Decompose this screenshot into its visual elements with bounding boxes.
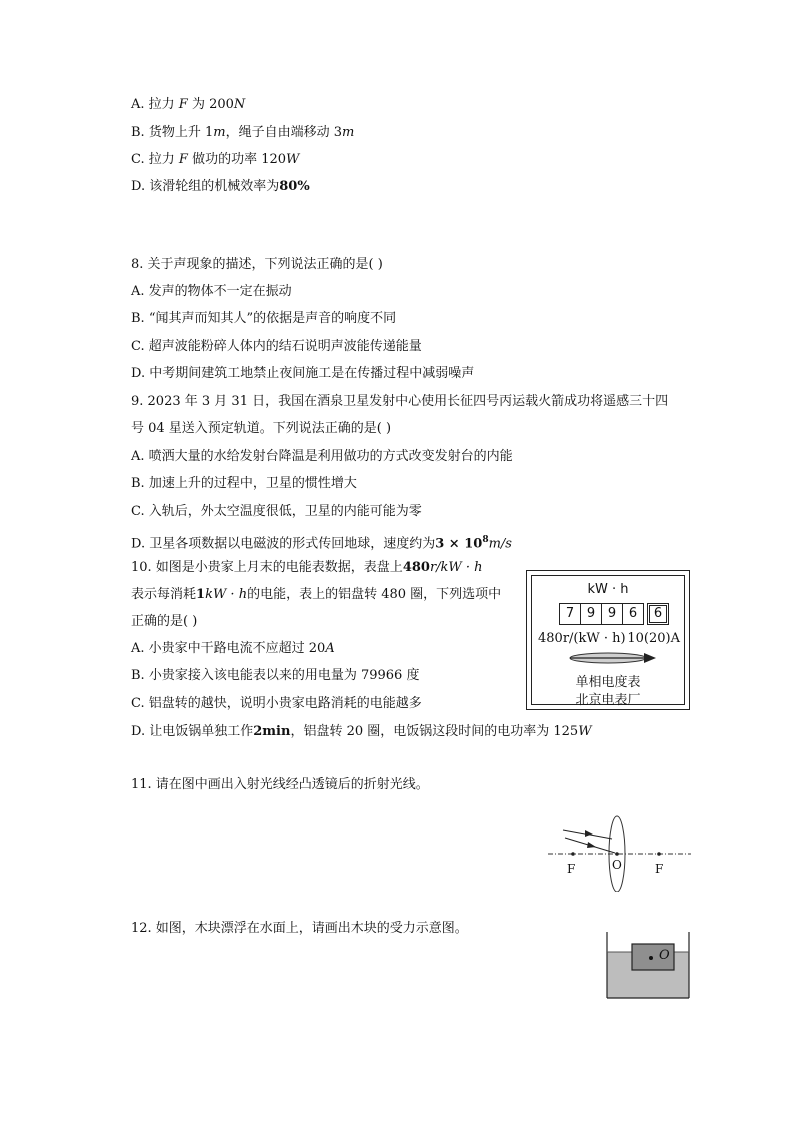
- unit: r/kW · h: [429, 560, 483, 575]
- label-center-point: O: [659, 948, 670, 963]
- q8-option-a: A. 发声的物体不一定在振动: [131, 284, 292, 299]
- meter-frame: [531, 575, 685, 708]
- convex-lens-figure: [545, 812, 695, 892]
- floating-block-diagram-icon: [604, 930, 694, 1002]
- q10-stem-line2: [131, 586, 501, 604]
- meter-disc-icon: [566, 649, 658, 667]
- q8-option-b: B. “闻其声而知其人”的依据是声音的响度不同: [131, 311, 397, 326]
- unit: m: [213, 125, 226, 140]
- text: 的电能，表上的铝盘转 480 圈，下列选项中: [247, 587, 502, 602]
- meter-current-rating: 10(20)A: [627, 631, 680, 646]
- unit: m: [341, 125, 355, 140]
- q9-option-d: [131, 531, 512, 553]
- q7-option-b: [131, 124, 354, 142]
- exponent: 8: [482, 535, 489, 545]
- meter-rev-rate: 480r/(kW · h): [538, 631, 626, 646]
- label-optical-center: O: [612, 858, 622, 872]
- meter-name: 单相电度表: [575, 675, 641, 690]
- q7-option-a: [131, 96, 245, 114]
- q10-option-d: [131, 723, 592, 741]
- text: D. 卫星各项数据以电磁波的形式传回地球，速度约为: [131, 536, 436, 552]
- value: 480: [402, 560, 430, 575]
- q9-option-c: C. 入轨后，外太空温度很低，卫星的内能可能为零: [131, 504, 422, 519]
- text: ，铝盘转 20 圈，电饭锅这段时间的电功率为 125: [290, 724, 579, 739]
- meter-digit: 6: [622, 603, 644, 625]
- meter-unit: kW · h: [587, 582, 629, 597]
- text: D. 让电饭锅单独工作: [131, 724, 254, 739]
- unit: A: [325, 641, 335, 656]
- unit: kW · h: [205, 587, 248, 602]
- text: 10. 如图是小贵家上月末的电能表数据，表盘上: [131, 560, 403, 575]
- text: D. 该滑轮组的机械效率为: [131, 179, 280, 194]
- unit: N: [233, 97, 246, 112]
- label-focus-left: F: [567, 862, 576, 876]
- text: 做功的功率 120: [192, 152, 287, 167]
- q9-stem-line1: 9. 2023 年 3 月 31 日，我国在酒泉卫星发射中心使用长征四号丙运载火箭成功将遥感三十四: [131, 394, 669, 409]
- floating-block-figure: [604, 930, 694, 1002]
- q11-stem: 11. 请在图中画出入射光线经凸透镜后的折射光线。: [131, 777, 429, 792]
- q10-option-b: B. 小贵家接入该电能表以来的用电量为 79966 度: [131, 668, 420, 683]
- q9-option-a: A. 喷洒大量的水给发射台降温是利用做功的方式改变发射台的内能: [131, 449, 513, 464]
- unit: W: [578, 724, 592, 739]
- q10-option-a: [131, 640, 335, 658]
- meter-digits: [559, 603, 668, 625]
- meter-digit: 7: [559, 603, 581, 625]
- text: 为 200: [191, 97, 234, 112]
- var: F: [178, 152, 188, 167]
- q8-option-d: D. 中考期间建筑工地禁止夜间施工是在传播过程中减弱噪声: [131, 366, 475, 381]
- text: ，绳子自由端移动 3: [225, 125, 342, 140]
- q7-option-c: [131, 151, 299, 169]
- electric-meter-figure: [526, 570, 690, 710]
- meter-maker: 北京电表厂: [575, 693, 641, 708]
- convex-lens-diagram-icon: [545, 812, 695, 892]
- text: C. 拉力: [131, 152, 175, 167]
- var: F: [178, 97, 188, 112]
- q10-option-c: C. 铝盘转的越快，说明小贵家电路消耗的电能越多: [131, 696, 422, 711]
- q10-stem-line1: [131, 559, 483, 577]
- meter-digit: 9: [601, 603, 623, 625]
- unit: m/s: [488, 536, 512, 552]
- value: 3 × 10: [435, 536, 483, 552]
- text: 表示每消耗: [131, 587, 197, 602]
- value: 2min: [253, 724, 291, 739]
- q9-option-b: B. 加速上升的过程中，卫星的惯性增大: [131, 476, 357, 491]
- unit: W: [286, 152, 300, 167]
- q9-stem-line2: 号 04 星送入预定轨道。下列说法正确的是( ): [131, 421, 392, 436]
- q8-option-c: C. 超声波能粉碎人体内的结石说明声波能传递能量: [131, 339, 422, 354]
- value: 1: [196, 587, 206, 602]
- text: B. 货物上升 1: [131, 125, 214, 140]
- meter-digit: 9: [580, 603, 602, 625]
- q12-stem: 12. 如图，木块漂浮在水面上，请画出木块的受力示意图。: [131, 921, 468, 936]
- q10-stem-line3: 正确的是( ): [131, 614, 198, 629]
- value: 80%: [279, 179, 310, 194]
- meter-decimal-digit: 6: [647, 603, 669, 625]
- q7-option-d: [131, 178, 310, 196]
- q8-stem: 8. 关于声现象的描述，下列说法正确的是( ): [131, 257, 383, 272]
- label-focus-right: F: [655, 862, 664, 876]
- text: A. 拉力: [131, 97, 175, 112]
- meter-spec: [538, 631, 680, 646]
- text: A. 小贵家中干路电流不应超过 20: [131, 641, 326, 656]
